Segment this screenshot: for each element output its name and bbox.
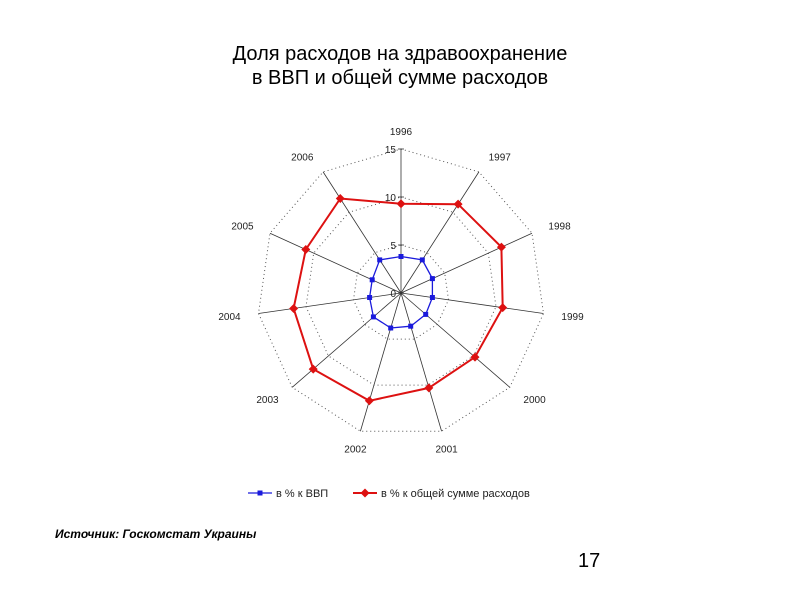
series-1-point-1996 [399,254,404,259]
series-1-point-1997 [420,257,425,262]
tick-label-0: 0 [390,289,396,300]
legend-item-2 [353,488,530,500]
series-1-point-1999 [430,295,435,300]
category-label-2004: 2004 [218,312,241,324]
series-1-point-2004 [367,295,372,300]
series-1-point-2003 [371,314,376,319]
series-1-point-2006 [377,257,382,262]
series-2-point-1999 [498,303,507,312]
category-label-2002: 2002 [344,444,367,456]
category-label-2003: 2003 [256,395,279,407]
series-1-point-1998 [430,276,435,281]
legend-item-1 [248,488,328,500]
category-label-1998: 1998 [548,221,571,233]
series-2-line [294,199,503,401]
legend-label-1: в % к ВВП [276,488,329,500]
spoke-2001 [401,293,442,431]
category-label-2000: 2000 [523,395,546,407]
spoke-1999 [401,293,544,314]
tick-label-15: 15 [384,145,396,156]
spoke-2002 [360,293,401,431]
category-label-1996: 1996 [389,127,413,138]
category-label-1997: 1997 [488,152,511,164]
page-number: 17 [578,550,601,572]
series-2-point-2002 [365,396,374,405]
legend [248,488,530,500]
chart-title-line-2: в ВВП и общей сумме расходов [251,67,549,89]
tick-label-10: 10 [384,193,396,204]
series-1-point-2005 [370,277,375,282]
series-1-point-2001 [408,324,413,329]
series-1-point-2000 [423,312,428,317]
category-label-2005: 2005 [231,221,254,233]
series-2-point-1996 [397,199,406,208]
spoke-2003 [292,293,401,387]
series-2 [289,194,507,405]
series-2-point-2004 [289,304,298,313]
spoke-2004 [259,293,402,314]
spoke-2000 [401,293,510,387]
legend-marker-2 [361,489,370,498]
category-label-1999: 1999 [561,312,584,324]
legend-label-2: в % к общей сумме расходов [381,488,530,500]
series-1-point-2002 [388,326,393,331]
chart-title-line-1: Доля расходов на здравоохранение [232,43,568,65]
category-label-2001: 2001 [435,444,458,456]
radar-spokes [259,149,544,431]
category-label-2006: 2006 [291,152,314,164]
source-note: Источник: Госкомстат Украины [55,527,257,541]
tick-label-5: 5 [390,241,396,252]
series-layer [289,194,507,405]
legend-marker-1 [258,491,263,496]
